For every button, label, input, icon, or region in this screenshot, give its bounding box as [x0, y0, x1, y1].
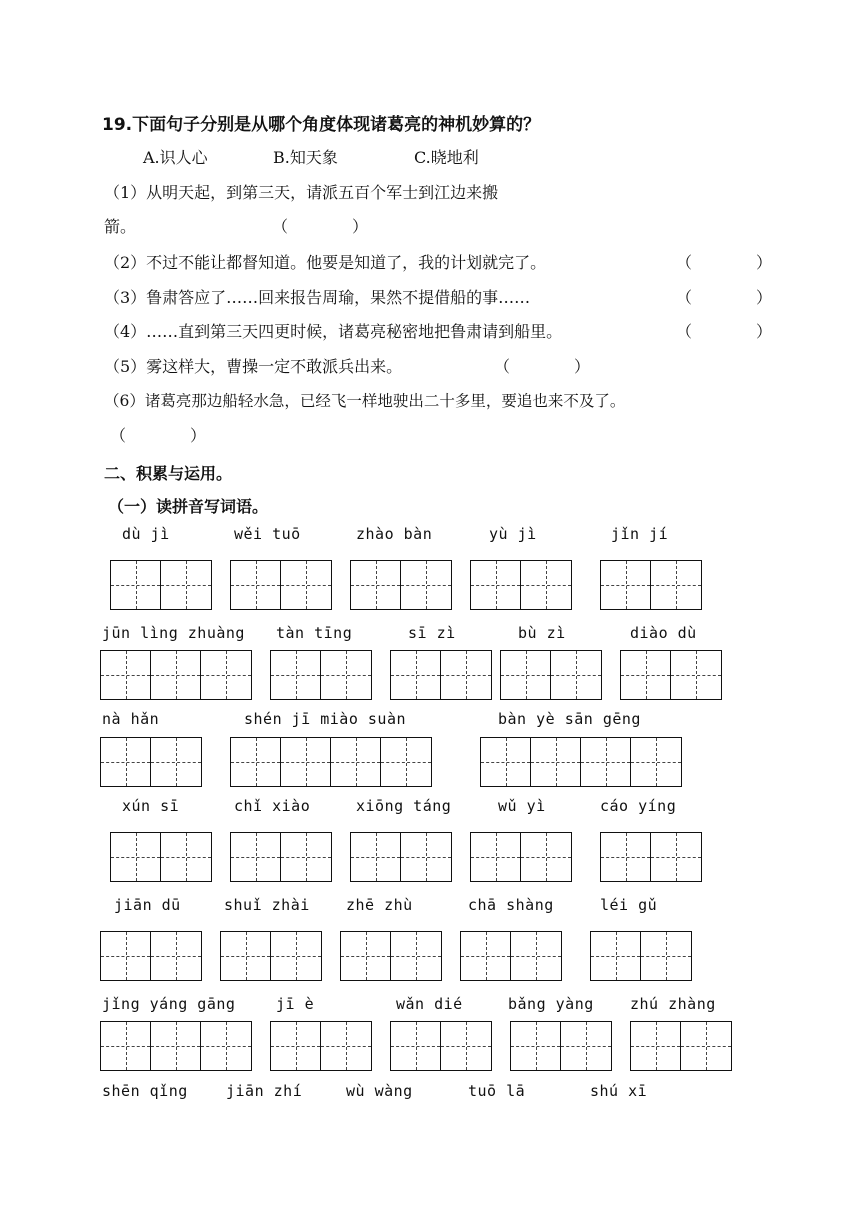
pinyin-1-2: wěi tuō: [234, 525, 301, 543]
pinyin-4-4: wǔ yì: [498, 797, 546, 815]
writing-grid[interactable]: [620, 650, 722, 700]
item-3: （3）鲁肃答应了……回来报告周瑜，果然不提借船的事……: [104, 288, 531, 307]
writing-grid[interactable]: [230, 832, 332, 882]
pinyin-2-5: diào dù: [630, 624, 697, 642]
pinyin-5-1: jiān dū: [114, 896, 181, 914]
writing-grid[interactable]: [460, 931, 562, 981]
pinyin-7-4: tuō lā: [468, 1082, 526, 1100]
pinyin-1-1: dù jì: [122, 525, 170, 543]
pinyin-2-1: jūn lìng zhuàng: [102, 624, 245, 642]
pinyin-6-2: jī è: [276, 995, 315, 1013]
pinyin-3-3: bàn yè sān gēng: [498, 710, 641, 728]
section-2-sub1: （一）读拼音写词语。: [108, 497, 269, 516]
writing-grid[interactable]: [270, 1021, 372, 1071]
answer-paren-6[interactable]: （ ）: [110, 426, 207, 445]
pinyin-2-4: bù zì: [518, 624, 566, 642]
pinyin-1-5: jǐn jí: [611, 525, 669, 543]
writing-grid[interactable]: [630, 1021, 732, 1071]
item-2: （2）不过不能让都督知道。他要是知道了，我的计划就完了。: [104, 253, 547, 272]
pinyin-4-3: xiōng táng: [356, 797, 452, 815]
writing-grid[interactable]: [100, 1021, 252, 1071]
item-1-line1: （1）从明天起，到第三天，请派五百个军士到江边来搬: [104, 183, 499, 202]
writing-grid[interactable]: [110, 560, 212, 610]
answer-paren-4[interactable]: （ ）: [676, 322, 773, 341]
pinyin-4-5: cáo yíng: [600, 797, 677, 815]
pinyin-6-4: bǎng yàng: [508, 995, 594, 1013]
writing-grid[interactable]: [470, 832, 572, 882]
pinyin-7-3: wù wàng: [346, 1082, 413, 1100]
writing-grid[interactable]: [340, 931, 442, 981]
writing-grid[interactable]: [600, 832, 702, 882]
answer-paren-1[interactable]: （ ）: [272, 217, 369, 236]
writing-grid[interactable]: [390, 1021, 492, 1071]
writing-grid[interactable]: [590, 931, 692, 981]
pinyin-6-3: wǎn dié: [396, 995, 463, 1013]
writing-grid[interactable]: [230, 737, 432, 787]
question-19-title: 19.下面句子分别是从哪个角度体现诸葛亮的神机妙算的？: [102, 115, 541, 135]
pinyin-5-4: chā shàng: [468, 896, 554, 914]
pinyin-3-2: shén jī miào suàn: [244, 710, 407, 728]
item-5: （5）雾这样大，曹操一定不敢派兵出来。: [104, 357, 403, 376]
writing-grid[interactable]: [500, 650, 602, 700]
section-2-title: 二、积累与运用。: [104, 464, 233, 483]
writing-grid[interactable]: [510, 1021, 612, 1071]
pinyin-7-2: jiān zhí: [226, 1082, 303, 1100]
writing-grid[interactable]: [350, 832, 452, 882]
writing-grid[interactable]: [270, 650, 372, 700]
writing-grid[interactable]: [350, 560, 452, 610]
writing-grid[interactable]: [470, 560, 572, 610]
writing-grid[interactable]: [390, 650, 492, 700]
pinyin-5-2: shuǐ zhài: [224, 896, 310, 914]
pinyin-7-1: shēn qǐng: [102, 1082, 188, 1100]
pinyin-4-2: chǐ xiào: [234, 797, 311, 815]
item-1-line2: 箭。: [104, 217, 137, 236]
pinyin-7-5: shú xī: [590, 1082, 648, 1100]
pinyin-1-3: zhào bàn: [356, 525, 433, 543]
item-6: （6）诸葛亮那边船轻水急，已经飞一样地驶出二十多里，要追也来不及了。: [104, 392, 626, 410]
writing-grid[interactable]: [110, 832, 212, 882]
options-row: [143, 145, 479, 168]
option-a: A.识人心: [143, 148, 208, 167]
option-b: B.知天象: [273, 148, 338, 167]
pinyin-2-3: sī zì: [408, 624, 456, 642]
writing-grid[interactable]: [100, 650, 252, 700]
pinyin-5-5: léi gǔ: [600, 896, 658, 914]
pinyin-6-1: jǐng yáng gāng: [102, 995, 236, 1013]
writing-grid[interactable]: [600, 560, 702, 610]
writing-grid[interactable]: [480, 737, 682, 787]
writing-grid[interactable]: [100, 931, 202, 981]
answer-paren-3[interactable]: （ ）: [676, 288, 773, 307]
pinyin-5-3: zhē zhù: [346, 896, 413, 914]
pinyin-6-5: zhú zhàng: [630, 995, 716, 1013]
writing-grid[interactable]: [230, 560, 332, 610]
answer-paren-2[interactable]: （ ）: [676, 253, 773, 272]
writing-grid[interactable]: [220, 931, 322, 981]
item-4: （4）……直到第三天四更时候，诸葛亮秘密地把鲁肃请到船里。: [104, 322, 563, 341]
pinyin-2-2: tàn tīng: [276, 624, 353, 642]
pinyin-3-1: nà hǎn: [102, 710, 160, 728]
pinyin-1-4: yù jì: [489, 525, 537, 543]
pinyin-4-1: xún sī: [122, 797, 180, 815]
answer-paren-5[interactable]: （ ）: [494, 357, 591, 376]
writing-grid[interactable]: [100, 737, 202, 787]
option-c: C.晓地利: [414, 148, 479, 167]
